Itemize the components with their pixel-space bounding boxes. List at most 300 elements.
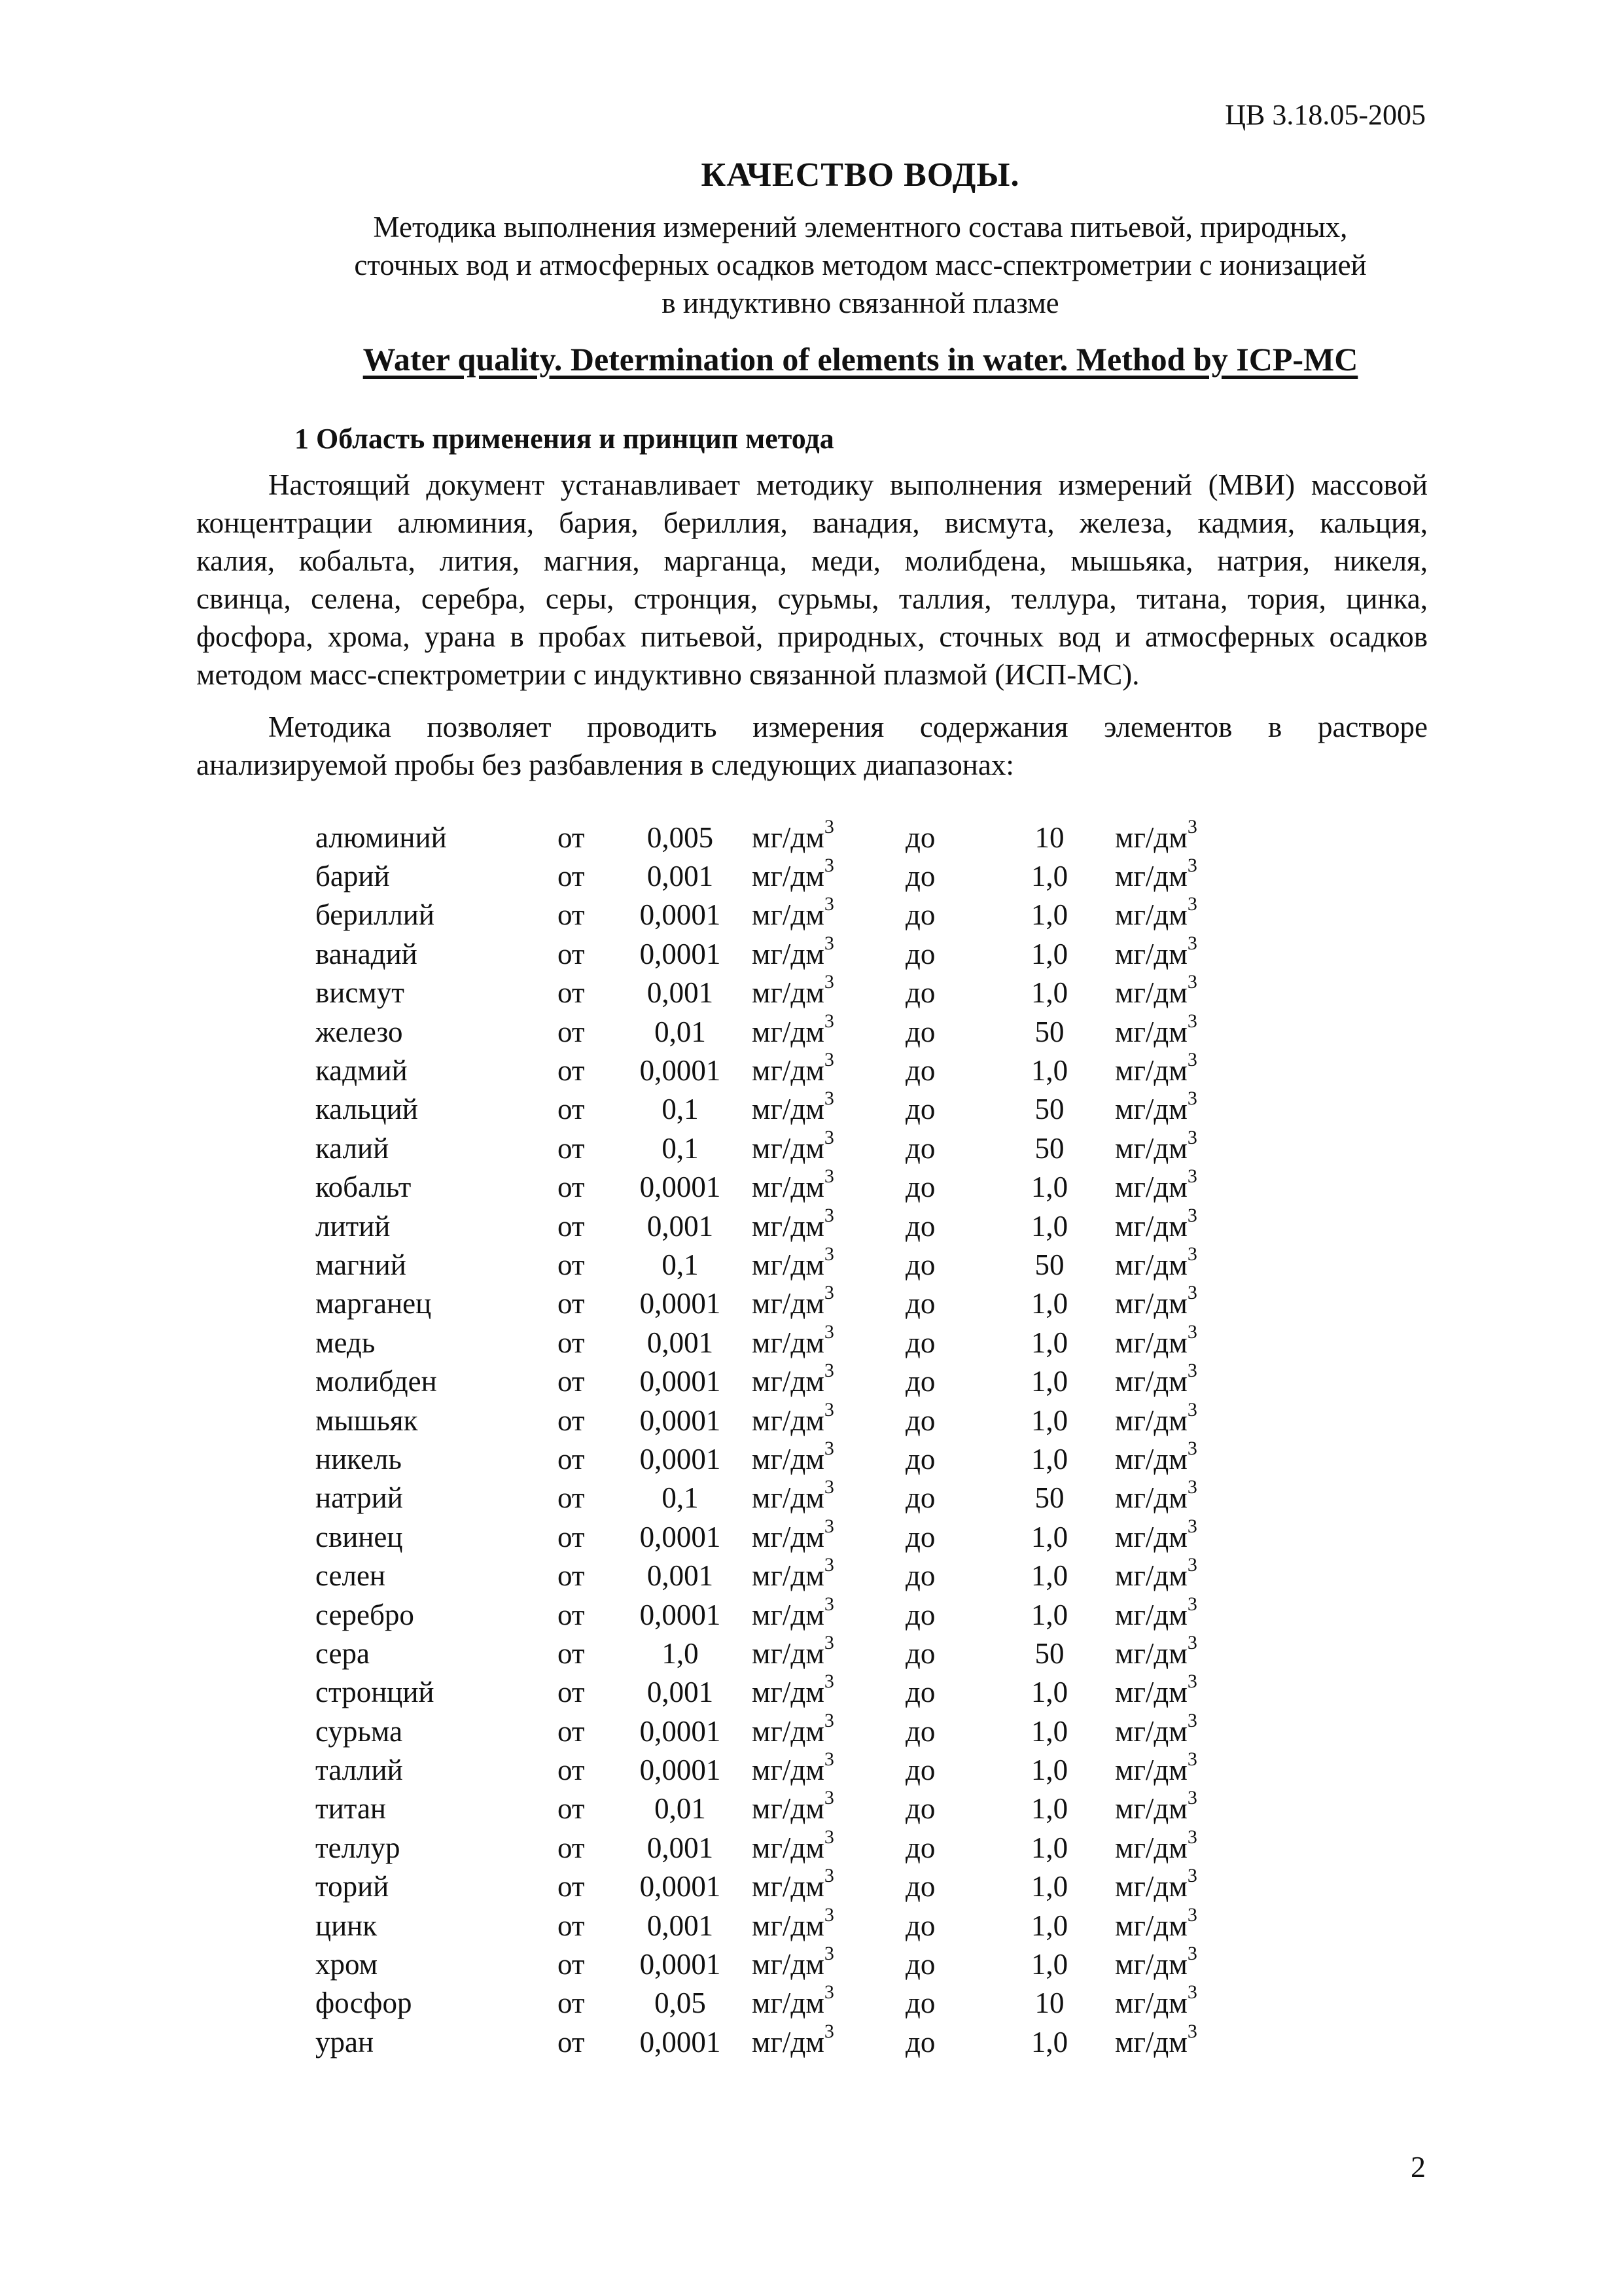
to-word: до <box>906 1015 936 1048</box>
unit <box>744 1631 892 1672</box>
lower-limit: 0,001 <box>646 1676 714 1709</box>
unit-text: мг/дм <box>752 1093 824 1126</box>
unit-exponent: 3 <box>1187 1903 1197 1926</box>
page-number: 2 <box>1411 2150 1426 2183</box>
from-word: от <box>557 1754 585 1787</box>
upper-limit: 1,0 <box>1031 1754 1068 1787</box>
unit <box>1102 1165 1259 1207</box>
paragraph-line: методом масс-спектрометрии с индуктивно связанной плазмой (ИСП-МС). <box>196 658 1140 691</box>
element-name: мышьяк <box>315 1404 418 1437</box>
element-name: бериллий <box>315 898 434 932</box>
unit-exponent: 3 <box>1187 1165 1197 1188</box>
lower-limit: 0,005 <box>646 821 714 854</box>
to-word: до <box>906 1248 936 1281</box>
element-name: молибден <box>315 1365 437 1398</box>
paragraph-line: концентрации алюминия, бария, бериллия, ванадия, висмута, железа, кадмия, кальция, <box>196 506 1428 539</box>
element-name: хром <box>315 1948 378 1981</box>
english-title: Water quality. Determination of elements in water. Method by ICP-MC <box>362 341 1358 378</box>
element-name: медь <box>315 1326 376 1359</box>
lower-limit: 0,0001 <box>639 898 721 932</box>
unit-text: мг/дм <box>1115 2025 1188 2058</box>
from-word: от <box>557 1792 585 1826</box>
element-name: торий <box>315 1870 389 1903</box>
from-word: от <box>557 1015 585 1048</box>
unit-text: мг/дм <box>752 1870 824 1903</box>
table-row <box>315 1401 1259 1439</box>
unit-exponent: 3 <box>1187 1010 1197 1032</box>
unit-exponent: 3 <box>824 893 834 915</box>
unit-text: мг/дм <box>1115 1093 1188 1126</box>
unit-exponent: 3 <box>824 971 834 993</box>
unit <box>744 1012 892 1051</box>
lower-limit: 0,0001 <box>639 1404 721 1437</box>
from-word: от <box>557 1209 585 1243</box>
unit <box>744 1981 892 2022</box>
element-name: никель <box>315 1442 402 1475</box>
from-word: от <box>557 1598 585 1631</box>
unit-text: мг/дм <box>752 1676 824 1709</box>
scope-paragraph <box>196 466 1428 694</box>
unit-exponent: 3 <box>824 1320 834 1343</box>
paragraph-line: Методика позволяет проводить измерения содержания элементов в растворе <box>268 711 1428 743</box>
upper-limit: 1,0 <box>1031 976 1068 1010</box>
table-row <box>315 1207 1259 1245</box>
unit <box>1102 815 1259 857</box>
unit-text: мг/дм <box>752 1442 824 1475</box>
unit-text: мг/дм <box>752 1987 824 2020</box>
unit <box>1102 1012 1259 1051</box>
unit <box>744 1051 892 1089</box>
lower-limit: 0,1 <box>661 1248 699 1281</box>
unit-text: мг/дм <box>752 1171 824 1204</box>
unit-exponent: 3 <box>824 1515 834 1537</box>
element-name: стронций <box>315 1676 434 1709</box>
table-row <box>315 1168 1259 1207</box>
element-name: кадмий <box>315 1054 408 1087</box>
unit <box>1102 893 1259 934</box>
unit-exponent: 3 <box>1187 971 1197 993</box>
from-word: от <box>557 937 585 970</box>
unit <box>1102 1595 1259 1634</box>
unit <box>744 1126 892 1167</box>
unit-text: мг/дм <box>1115 1948 1188 1981</box>
unit <box>1102 1398 1259 1439</box>
to-word: до <box>906 821 936 854</box>
lower-limit: 0,0001 <box>639 1870 721 1903</box>
unit <box>744 1245 892 1284</box>
unit-exponent: 3 <box>824 855 834 877</box>
to-word: до <box>906 1636 936 1670</box>
lower-limit: 0,0001 <box>639 1948 721 1981</box>
to-word: до <box>906 1404 936 1437</box>
unit-text: мг/дм <box>1115 1209 1188 1243</box>
upper-limit: 1,0 <box>1031 1171 1068 1204</box>
table-row <box>315 1828 1259 1867</box>
from-word: от <box>557 1714 585 1748</box>
unit-exponent: 3 <box>824 2020 834 2042</box>
element-name: натрий <box>315 1481 403 1515</box>
lower-limit: 0,0001 <box>639 1714 721 1748</box>
unit-text: мг/дм <box>752 1831 824 1864</box>
unit <box>1102 934 1259 973</box>
table-row <box>315 1284 1259 1323</box>
lower-limit: 1,0 <box>661 1636 699 1670</box>
unit-exponent: 3 <box>1187 2020 1197 2042</box>
element-name: алюминий <box>315 821 447 854</box>
element-name: свинец <box>315 1520 403 1553</box>
upper-limit: 1,0 <box>1031 1909 1068 1942</box>
element-name: сера <box>315 1636 370 1670</box>
lower-limit: 0,0001 <box>639 1442 721 1475</box>
unit-exponent: 3 <box>1187 1087 1197 1110</box>
to-word: до <box>906 1987 936 2020</box>
unit-text: мг/дм <box>752 1054 824 1087</box>
to-word: до <box>906 1209 936 1243</box>
table-row <box>315 1323 1259 1362</box>
unit <box>744 1284 892 1323</box>
element-name: цинк <box>315 1909 378 1942</box>
unit-text: мг/дм <box>1115 1015 1188 1048</box>
element-name: магний <box>315 1248 406 1281</box>
upper-limit: 1,0 <box>1031 937 1068 970</box>
upper-limit: 1,0 <box>1031 1948 1068 1981</box>
to-word: до <box>906 1559 936 1593</box>
unit <box>744 857 892 895</box>
unit-exponent: 3 <box>1187 1981 1197 2004</box>
paragraph-line: свинца, селена, серебра, серы, стронция, сурьмы, таллия, теллура, титана, тория, цинка, <box>196 582 1428 615</box>
unit <box>744 1320 892 1362</box>
unit-exponent: 3 <box>824 1631 834 1653</box>
unit-text: мг/дм <box>752 1559 824 1593</box>
table-row <box>315 1129 1259 1167</box>
unit-exponent: 3 <box>1187 1243 1197 1265</box>
unit-text: мг/дм <box>1115 1326 1188 1359</box>
unit-text: мг/дм <box>1115 937 1188 970</box>
from-word: от <box>557 898 585 932</box>
table-row <box>315 1790 1259 1828</box>
from-word: от <box>557 1365 585 1398</box>
upper-limit: 50 <box>1034 1093 1065 1126</box>
unit-text: мг/дм <box>752 2025 824 2058</box>
element-name: сурьма <box>315 1714 403 1748</box>
from-word: от <box>557 1559 585 1593</box>
unit <box>1102 1903 1259 1945</box>
unit-text: мг/дм <box>752 1714 824 1748</box>
unit-exponent: 3 <box>824 932 834 954</box>
element-name: калий <box>315 1131 389 1165</box>
unit-exponent: 3 <box>824 1826 834 1848</box>
unit-text: мг/дм <box>1115 821 1188 854</box>
unit-exponent: 3 <box>1187 815 1197 838</box>
unit-text: мг/дм <box>752 1248 824 1281</box>
unit-text: мг/дм <box>1115 1792 1188 1826</box>
unit-text: мг/дм <box>1115 1870 1188 1903</box>
to-word: до <box>906 937 936 970</box>
lower-limit: 0,0001 <box>639 1598 721 1631</box>
lower-limit: 0,001 <box>646 1831 714 1864</box>
unit-exponent: 3 <box>1187 1476 1197 1498</box>
table-row <box>315 1906 1259 1945</box>
table-row <box>315 1750 1259 1789</box>
table-row <box>315 1362 1259 1400</box>
to-word: до <box>906 1287 936 1320</box>
from-word: от <box>557 2025 585 2058</box>
unit-exponent: 3 <box>1187 1515 1197 1537</box>
unit-text: мг/дм <box>752 1792 824 1826</box>
lower-limit: 0,1 <box>661 1093 699 1126</box>
unit-text: мг/дм <box>752 1636 824 1670</box>
unit <box>1102 1320 1259 1362</box>
from-word: от <box>557 1054 585 1087</box>
unit-exponent: 3 <box>824 1398 834 1421</box>
unit <box>1102 1439 1259 1478</box>
unit-exponent: 3 <box>824 1087 834 1110</box>
unit <box>1102 1476 1259 1517</box>
upper-limit: 1,0 <box>1031 1831 1068 1864</box>
upper-limit: 1,0 <box>1031 898 1068 932</box>
unit <box>1102 1670 1259 1712</box>
from-word: от <box>557 1131 585 1165</box>
from-word: от <box>557 1481 585 1515</box>
unit-text: мг/дм <box>752 1365 824 1398</box>
table-row <box>315 1245 1259 1284</box>
subtitle-line: Методика выполнения измерений элементного состава питьевой, природных, <box>373 211 1348 243</box>
element-name: висмут <box>315 976 404 1010</box>
document-subtitle <box>0 208 1622 322</box>
upper-limit: 1,0 <box>1031 1287 1068 1320</box>
to-word: до <box>906 1598 936 1631</box>
unit-exponent: 3 <box>824 1903 834 1926</box>
upper-limit: 1,0 <box>1031 1326 1068 1359</box>
unit <box>1102 1362 1259 1400</box>
unit-exponent: 3 <box>1187 1631 1197 1653</box>
unit-text: мг/дм <box>1115 1404 1188 1437</box>
table-row <box>315 818 1259 857</box>
unit <box>744 1556 892 1595</box>
from-word: от <box>557 976 585 1010</box>
unit-text: мг/дм <box>1115 1287 1188 1320</box>
lower-limit: 0,0001 <box>639 937 721 970</box>
unit-text: мг/дм <box>752 1326 824 1359</box>
unit <box>744 971 892 1012</box>
to-word: до <box>906 860 936 893</box>
lower-limit: 0,1 <box>661 1131 699 1165</box>
unit-exponent: 3 <box>1187 1943 1197 1965</box>
table-row <box>315 2022 1259 2061</box>
table-row <box>315 1517 1259 1556</box>
unit <box>744 893 892 934</box>
unit-text: мг/дм <box>1115 898 1188 932</box>
unit-text: мг/дм <box>752 1754 824 1787</box>
table-row <box>315 1945 1259 1983</box>
upper-limit: 1,0 <box>1031 1520 1068 1553</box>
to-word: до <box>906 1676 936 1709</box>
to-word: до <box>906 1054 936 1087</box>
unit-exponent: 3 <box>1187 932 1197 954</box>
unit <box>744 1517 892 1556</box>
unit-text: мг/дм <box>1115 1754 1188 1787</box>
to-word: до <box>906 1365 936 1398</box>
unit-text: мг/дм <box>1115 1248 1188 1281</box>
unit-text: мг/дм <box>1115 1054 1188 1087</box>
to-word: до <box>906 1870 936 1903</box>
from-word: от <box>557 860 585 893</box>
unit-exponent: 3 <box>824 1360 834 1382</box>
lower-limit: 0,001 <box>646 860 714 893</box>
document-code: ЦВ 3.18.05-2005 <box>1225 99 1426 131</box>
element-name: таллий <box>315 1754 403 1787</box>
to-word: до <box>906 1442 936 1475</box>
unit-text: мг/дм <box>752 1287 824 1320</box>
element-name: кальций <box>315 1093 418 1126</box>
unit <box>1102 1787 1259 1828</box>
unit <box>744 1828 892 1867</box>
unit-text: мг/дм <box>752 821 824 854</box>
ranges-intro-paragraph <box>196 708 1428 784</box>
unit <box>744 1439 892 1478</box>
to-word: до <box>906 1131 936 1165</box>
unit <box>1102 1709 1259 1750</box>
table-row <box>315 1012 1259 1051</box>
upper-limit: 1,0 <box>1031 860 1068 893</box>
lower-limit: 0,0001 <box>639 1365 721 1398</box>
unit <box>1102 1556 1259 1595</box>
lower-limit: 0,1 <box>661 1481 699 1515</box>
unit-text: мг/дм <box>752 1481 824 1515</box>
unit-exponent: 3 <box>824 1865 834 1887</box>
unit <box>744 934 892 973</box>
unit-exponent: 3 <box>824 1554 834 1576</box>
unit-text: мг/дм <box>752 898 824 932</box>
unit-exponent: 3 <box>1187 1204 1197 1226</box>
unit-exponent: 3 <box>1187 1126 1197 1148</box>
unit-exponent: 3 <box>1187 1593 1197 1615</box>
unit <box>1102 1750 1259 1789</box>
unit-exponent: 3 <box>1187 1865 1197 1887</box>
element-name: марганец <box>315 1287 432 1320</box>
table-row <box>315 1051 1259 1089</box>
table-row <box>315 1479 1259 1517</box>
measurement-ranges-table <box>315 815 1259 2062</box>
unit-text: мг/дм <box>1115 1598 1188 1631</box>
unit-text: мг/дм <box>1115 1987 1188 2020</box>
to-word: до <box>906 1831 936 1864</box>
upper-limit: 50 <box>1034 1015 1065 1048</box>
unit-text: мг/дм <box>752 860 824 893</box>
unit <box>744 1709 892 1750</box>
unit-exponent: 3 <box>1187 855 1197 877</box>
subtitle-line: в индуктивно связанной плазме <box>661 287 1059 319</box>
unit-exponent: 3 <box>1187 1554 1197 1576</box>
unit-exponent: 3 <box>1187 1360 1197 1382</box>
unit-text: мг/дм <box>752 1909 824 1942</box>
unit <box>1102 1051 1259 1089</box>
unit-text: мг/дм <box>1115 1442 1188 1475</box>
unit-exponent: 3 <box>824 1126 834 1148</box>
lower-limit: 0,0001 <box>639 1754 721 1787</box>
upper-limit: 1,0 <box>1031 1676 1068 1709</box>
lower-limit: 0,0001 <box>639 1054 721 1087</box>
unit-exponent: 3 <box>824 1010 834 1032</box>
upper-limit: 1,0 <box>1031 1054 1068 1087</box>
unit-text: мг/дм <box>752 1948 824 1981</box>
from-word: от <box>557 1987 585 2020</box>
unit-text: мг/дм <box>752 937 824 970</box>
unit-exponent: 3 <box>1187 1437 1197 1459</box>
to-word: до <box>906 1714 936 1748</box>
unit <box>1102 2022 1259 2061</box>
from-word: от <box>557 1404 585 1437</box>
upper-limit: 1,0 <box>1031 1404 1068 1437</box>
unit <box>744 1165 892 1207</box>
unit-exponent: 3 <box>1187 1320 1197 1343</box>
table-row <box>315 934 1259 973</box>
upper-limit: 1,0 <box>1031 1365 1068 1398</box>
unit-text: мг/дм <box>752 976 824 1010</box>
unit-text: мг/дм <box>1115 1831 1188 1864</box>
to-word: до <box>906 2025 936 2058</box>
paragraph-line: фосфора, хрома, урана в пробах питьевой, природных, сточных вод и атмосферных осадков <box>196 620 1428 653</box>
unit <box>1102 1204 1259 1245</box>
upper-limit: 1,0 <box>1031 1598 1068 1631</box>
unit-exponent: 3 <box>1187 893 1197 915</box>
unit <box>1102 1867 1259 1906</box>
unit <box>744 1476 892 1517</box>
unit-text: мг/дм <box>1115 1171 1188 1204</box>
unit-exponent: 3 <box>824 1981 834 2004</box>
from-word: от <box>557 1909 585 1942</box>
to-word: до <box>906 1909 936 1942</box>
to-word: до <box>906 976 936 1010</box>
element-name: теллур <box>315 1831 400 1864</box>
lower-limit: 0,05 <box>654 1987 706 2020</box>
unit <box>744 1945 892 1983</box>
table-row <box>315 974 1259 1012</box>
table-row <box>315 1867 1259 1906</box>
lower-limit: 0,001 <box>646 1559 714 1593</box>
unit-exponent: 3 <box>824 1165 834 1188</box>
from-word: от <box>557 1093 585 1126</box>
unit-text: мг/дм <box>752 1404 824 1437</box>
unit-exponent: 3 <box>824 1476 834 1498</box>
unit-exponent: 3 <box>824 1049 834 1071</box>
unit-text: мг/дм <box>1115 1636 1188 1670</box>
upper-limit: 10 <box>1034 821 1065 854</box>
unit-exponent: 3 <box>824 1437 834 1459</box>
unit <box>744 1595 892 1634</box>
from-word: от <box>557 1870 585 1903</box>
lower-limit: 0,001 <box>646 1209 714 1243</box>
table-row <box>315 1673 1259 1712</box>
unit-exponent: 3 <box>824 1670 834 1693</box>
unit <box>744 1787 892 1828</box>
from-word: от <box>557 1326 585 1359</box>
unit-text: мг/дм <box>752 1209 824 1243</box>
unit-exponent: 3 <box>1187 1748 1197 1771</box>
unit-text: мг/дм <box>1115 1909 1188 1942</box>
upper-limit: 1,0 <box>1031 1792 1068 1826</box>
element-name: уран <box>315 2025 374 2058</box>
unit-text: мг/дм <box>1115 1714 1188 1748</box>
element-name: селен <box>315 1559 386 1593</box>
table-row <box>315 1556 1259 1595</box>
unit <box>744 1750 892 1789</box>
unit-text: мг/дм <box>1115 1520 1188 1553</box>
section-heading: 1 Область применения и принцип метода <box>294 423 834 455</box>
element-name: барий <box>315 860 390 893</box>
upper-limit: 1,0 <box>1031 1714 1068 1748</box>
unit-exponent: 3 <box>824 1709 834 1731</box>
